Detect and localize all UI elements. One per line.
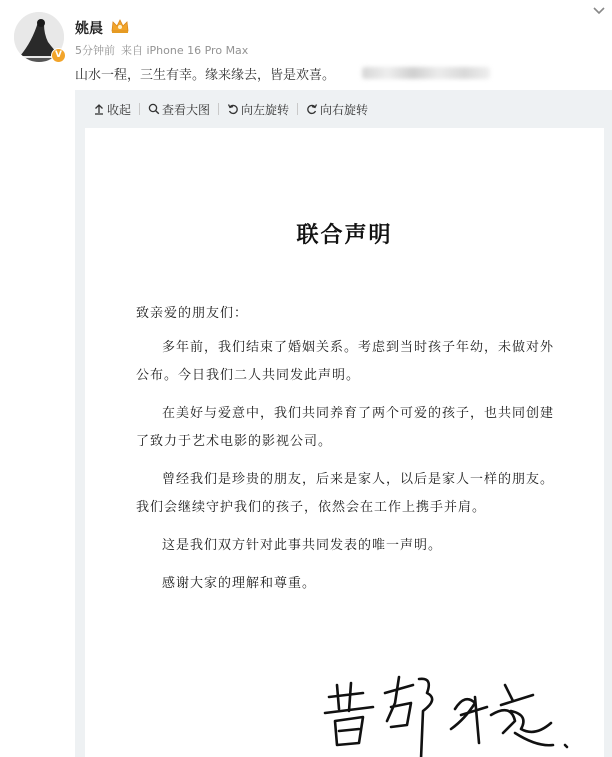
rotate-left-icon (227, 103, 239, 115)
username[interactable]: 姚晨 (75, 21, 103, 37)
post-meta (75, 42, 254, 58)
toolbar-divider (139, 103, 140, 115)
rotate-right-icon (306, 103, 318, 115)
document-body (136, 300, 556, 608)
verified-badge-icon: V (51, 48, 66, 63)
document-paragraph: 感谢大家的理解和尊重。 (162, 576, 317, 591)
document-paragraph: 多年前，我们结束了婚姻关系。考虑到当时孩子年幼，未做对外公布。今日我们二人共同发此声明。 (136, 340, 555, 383)
magnifier-icon (148, 103, 160, 115)
rotate-left-button[interactable] (227, 101, 289, 118)
toolbar-divider (218, 103, 219, 115)
view-large-button[interactable] (148, 101, 210, 118)
image-toolbar (75, 90, 612, 128)
document-paragraph: 在美好与爱意中，我们共同养育了两个可爱的孩子，也共同创建了致力于艺术电影的影视公司。 (136, 406, 555, 449)
rotate-left-label: 向左旋转 (241, 102, 290, 117)
post-text: 山水一程，三生有幸。缘来缘去，皆是欢喜。 (75, 68, 336, 83)
arrow-up-icon (93, 103, 105, 115)
document-paragraph: 曾经我们是珍贵的朋友，后来是家人，以后是家人一样的朋友。我们会继续守护我们的孩子，依然会在工作上携手并肩。 (136, 472, 555, 515)
collapse-label: 收起 (107, 102, 132, 117)
chevron-down-icon[interactable] (592, 6, 606, 16)
blurred-link (362, 67, 490, 79)
document-paragraph: 这是我们双方针对此事共同发表的唯一声明。 (162, 538, 443, 553)
statement-image[interactable] (85, 128, 604, 757)
document-greeting: 致亲爱的朋友们： (136, 306, 249, 321)
document-title: 联合声明 (296, 222, 393, 248)
collapse-button[interactable] (93, 101, 131, 118)
post-source: 来自 iPhone 16 Pro Max (121, 44, 249, 57)
view-large-label: 查看大图 (162, 102, 211, 117)
post-time[interactable]: 5分钟前 (75, 44, 115, 57)
image-viewer (75, 90, 612, 757)
rotate-right-button[interactable] (306, 101, 368, 118)
crown-icon (110, 18, 130, 34)
rotate-right-label: 向右旋转 (320, 102, 369, 117)
toolbar-divider (297, 103, 298, 115)
handwritten-signature (315, 663, 585, 757)
